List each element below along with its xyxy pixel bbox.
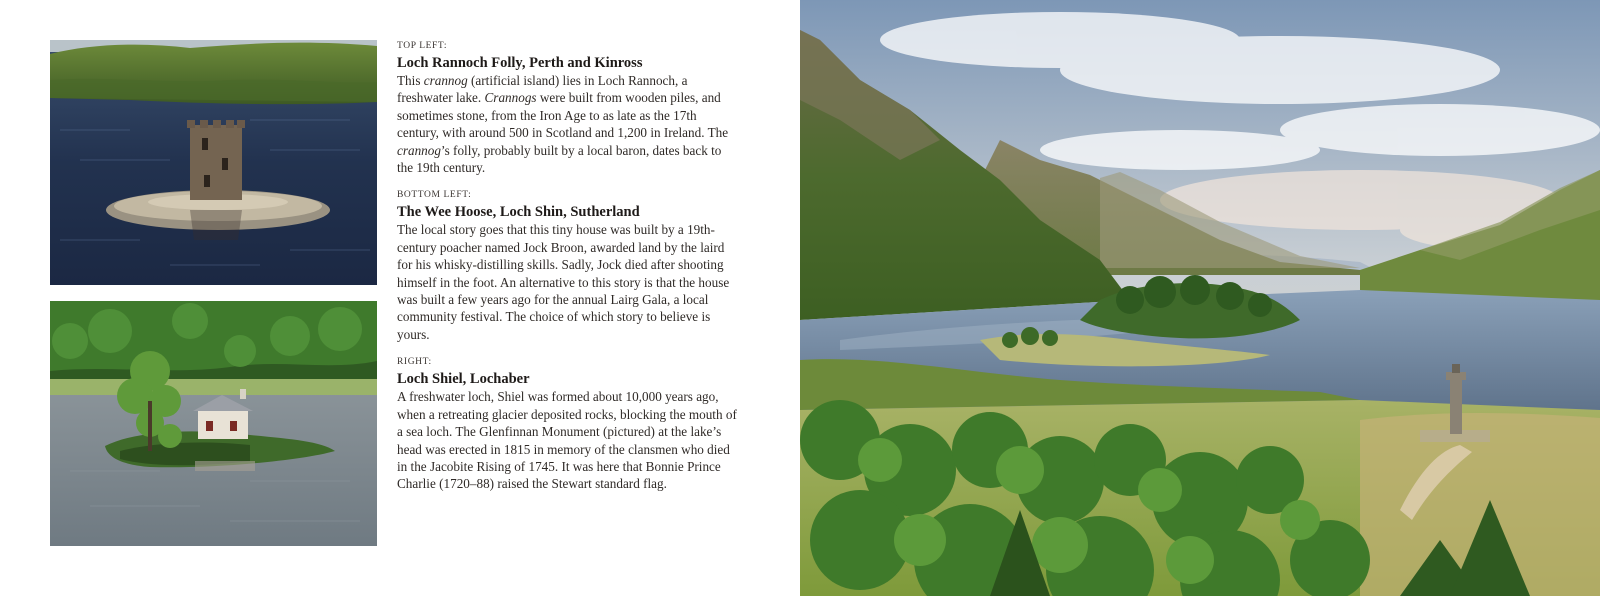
- caption-bottom-left: [397, 190, 737, 343]
- caption-title: The Wee Hoose, Loch Shin, Sutherland: [397, 204, 640, 221]
- caption-body-text: The local story goes that this tiny house was built by a 19th-century poacher named Jock Broon, awarded land by the laird for his whisky-distilling skills. Sadly, Jock died after shooting himself in the foot. An alternative to this story is that the house was built a few years ago for the annual Lairg Gala, a local community festival. The choice of which story to believe is yours.: [397, 222, 730, 342]
- caption-body-text: ’s folly, probably built by a local baron, dates back to the 19th century.: [397, 142, 722, 176]
- loch-rannoch-illustration: [50, 40, 377, 285]
- caption-body-text: A freshwater loch, Shiel was formed about 10,000 years ago, when a retreating glacier deposited rocks, blocking the mouth of a sea loch. The Glenfinnan Monument (pictured) at the lake’s head was erected in 1815 in memory of the clansmen who died in the Jacobite Rising of 1745. It was here that Bonnie Prince Charlie (1720–88) raised the Stewart standard flag.: [397, 389, 737, 492]
- caption-right: [397, 357, 737, 492]
- captions-column: [397, 41, 737, 507]
- caption-body-text: This: [397, 73, 424, 88]
- caption-body-italic: Crannogs: [484, 90, 537, 106]
- caption-position-tag: TOP LEFT:: [397, 41, 448, 51]
- caption-body-text: (artificial island) lies in Loch Rannoch, a freshwater lake.: [397, 73, 688, 106]
- caption-title: Loch Rannoch Folly, Perth and Kinross: [397, 55, 643, 71]
- wee-hoose-illustration: [50, 301, 377, 546]
- photo-loch-rannoch-folly: [50, 40, 377, 285]
- caption-position-tag: RIGHT:: [397, 357, 432, 368]
- caption-body-text: were built from wooden piles, and sometimes stone, from the Iron Age to as late as the 17th century, with around 500 in Scotland and 1,200 in Ireland. The: [397, 90, 729, 141]
- caption-top-left: [397, 41, 737, 176]
- caption-position-tag: BOTTOM LEFT:: [397, 190, 472, 201]
- caption-body: [397, 221, 737, 343]
- caption-body-italic: crannog: [397, 142, 441, 158]
- photo-wee-hoose: [50, 301, 377, 546]
- caption-body: [397, 72, 737, 176]
- caption-title: Loch Shiel, Lochaber: [397, 371, 530, 388]
- caption-body-italic: crannog: [423, 73, 468, 88]
- photo-loch-shiel: [800, 0, 1600, 596]
- caption-body: [397, 388, 737, 492]
- loch-shiel-illustration: [800, 0, 1600, 596]
